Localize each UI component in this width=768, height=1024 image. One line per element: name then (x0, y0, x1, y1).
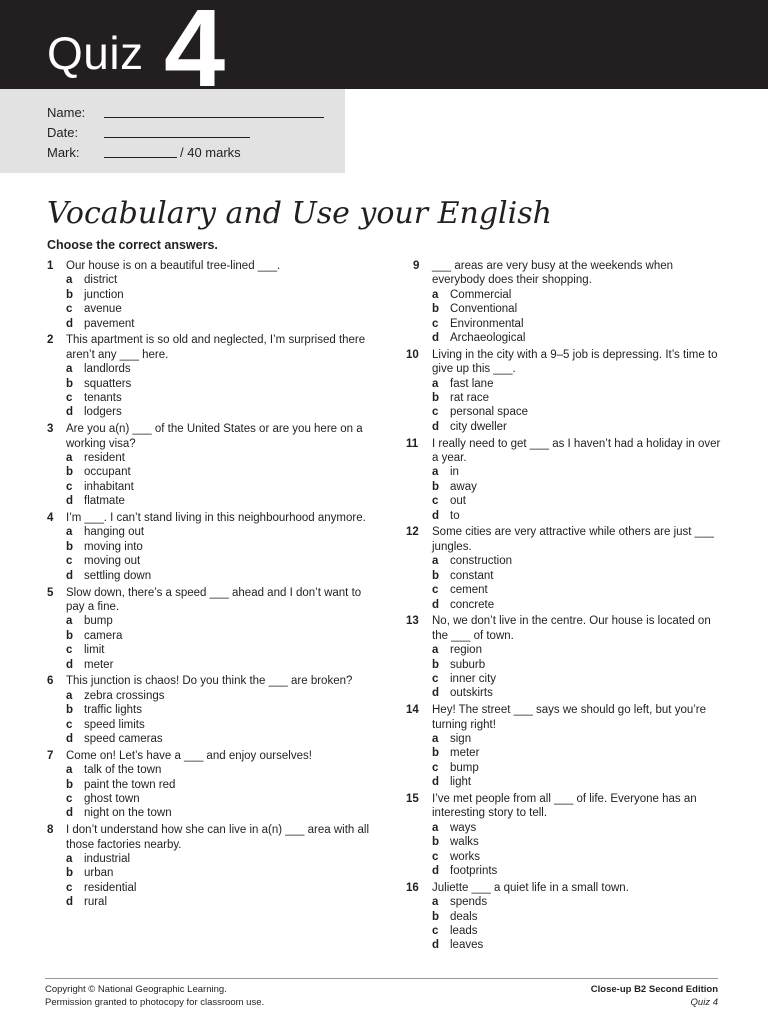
question-text: This junction is chaos! Do you think the ___ are broken? (66, 675, 353, 688)
option-text: works (450, 850, 481, 863)
question-text: ___ areas are very busy at the weekends when everybody does their shopping. (432, 260, 674, 287)
answer-option[interactable] (432, 465, 723, 479)
option-letter: c (432, 317, 439, 330)
option-letter: d (66, 406, 74, 419)
question-text: This apartment is so old and neglected, I’m surprised there aren’t any ___ here. (66, 334, 366, 361)
question-4 (47, 511, 377, 583)
option-letter: b (66, 704, 74, 717)
option-letter: d (432, 332, 440, 345)
option-letter: b (432, 658, 440, 671)
question-16 (406, 881, 723, 953)
option-letter: c (66, 480, 73, 493)
option-letter: a (66, 526, 73, 539)
answer-option[interactable] (432, 569, 723, 583)
option-letter: c (432, 672, 439, 685)
option-letter: b (66, 629, 74, 642)
option-text: paint the town red (84, 778, 176, 791)
option-letter: a (432, 555, 439, 568)
option-text: night on the town (84, 807, 172, 820)
mark-field-line[interactable] (104, 157, 177, 158)
answer-option[interactable] (432, 732, 723, 746)
option-letter: d (66, 896, 74, 909)
option-letter: b (432, 480, 440, 493)
question-14 (406, 703, 723, 789)
answer-option[interactable] (432, 821, 723, 835)
option-text: spends (450, 896, 488, 909)
option-text: rat race (450, 392, 489, 405)
answer-option[interactable] (66, 763, 377, 777)
question-6 (47, 674, 377, 746)
option-text: meter (450, 747, 480, 760)
answer-option[interactable] (432, 377, 723, 391)
question-5 (47, 586, 377, 672)
option-letter: d (66, 658, 74, 671)
answer-option[interactable] (432, 494, 723, 508)
option-text: deals (450, 910, 478, 923)
answer-option[interactable] (66, 689, 377, 703)
footer-left (45, 984, 264, 1009)
question-8 (47, 823, 377, 909)
answer-option[interactable] (432, 288, 723, 302)
option-letter: d (66, 317, 74, 330)
question-3 (47, 422, 377, 508)
option-letter: a (432, 466, 439, 479)
option-letter: c (66, 881, 73, 894)
answer-option[interactable] (66, 494, 377, 508)
option-letter: a (432, 821, 439, 834)
answer-option[interactable] (66, 362, 377, 376)
date-label: Date: (47, 125, 79, 140)
permission-text: Permission granted to photocopy for classroom use. (45, 996, 265, 1008)
answer-option[interactable] (66, 806, 377, 820)
option-letter: a (66, 852, 73, 865)
option-text: talk of the town (84, 764, 162, 777)
option-text: ways (450, 821, 477, 834)
option-text: outskirts (450, 687, 493, 700)
answer-option[interactable] (66, 643, 377, 657)
answer-option[interactable] (432, 405, 723, 419)
option-letter: b (66, 540, 74, 553)
question-number: 2 (47, 334, 54, 347)
answer-option[interactable] (66, 377, 377, 391)
option-text: zebra crossings (84, 689, 165, 702)
option-text: region (450, 644, 482, 657)
option-text: moving into (84, 540, 143, 553)
option-letter: d (66, 569, 74, 582)
option-text: camera (84, 629, 123, 642)
question-2 (47, 333, 377, 419)
questions-column-left (47, 259, 377, 912)
answer-option[interactable] (432, 509, 723, 523)
option-text: hanging out (84, 526, 145, 539)
option-text: moving out (84, 555, 141, 568)
answer-option[interactable] (66, 525, 377, 539)
option-text: industrial (84, 852, 131, 865)
option-letter: a (432, 896, 439, 909)
option-text: speed limits (84, 718, 145, 731)
option-text: footprints (450, 865, 498, 877)
question-text: Some cities are very attractive while others are just ___ jungles. (432, 526, 714, 553)
header-banner (0, 0, 768, 89)
option-text: limit (84, 644, 105, 657)
option-letter: d (66, 732, 74, 745)
question-9 (413, 259, 723, 345)
option-text: bump (450, 761, 479, 774)
answer-option[interactable] (432, 658, 723, 672)
option-text: sign (450, 732, 472, 745)
question-number: 4 (47, 512, 54, 525)
answer-option[interactable] (66, 852, 377, 866)
answer-option[interactable] (432, 598, 723, 612)
option-letter: c (66, 303, 73, 316)
answer-option[interactable] (66, 629, 377, 643)
option-text: tenants (84, 392, 122, 405)
option-letter: a (66, 689, 73, 702)
question-11 (406, 437, 723, 523)
option-letter: c (432, 495, 439, 508)
quiz-number: 4 (164, 0, 226, 89)
question-text: I’m ___. I can’t stand living in this neighbourhood anymore. (66, 512, 366, 525)
option-letter: b (66, 377, 74, 390)
answer-option[interactable] (66, 569, 377, 583)
answer-option[interactable] (432, 420, 723, 434)
name-field-line[interactable] (104, 117, 324, 118)
option-text: speed cameras (84, 732, 163, 745)
option-text: leaves (450, 939, 484, 952)
option-letter: c (66, 718, 73, 731)
option-text: in (450, 466, 459, 479)
answer-option[interactable] (66, 554, 377, 568)
question-number: 8 (47, 824, 54, 837)
option-letter: c (432, 925, 439, 938)
question-7 (47, 749, 377, 821)
question-10 (406, 348, 723, 434)
question-text: I’ve met people from all ___ of life. Everyone has an interesting story to tell. (432, 792, 697, 820)
answer-option[interactable] (432, 938, 723, 952)
question-number: 16 (406, 881, 419, 894)
answer-option[interactable] (432, 775, 723, 789)
answer-option[interactable] (66, 658, 377, 672)
option-text: Commercial (450, 288, 512, 301)
question-text: Living in the city with a 9–5 job is depressing. It’s time to give up this ___. (432, 348, 718, 376)
option-letter: b (432, 836, 440, 849)
option-letter: d (432, 939, 440, 952)
option-text: pavement (84, 317, 135, 330)
question-number: 14 (406, 704, 419, 717)
question-text: I really need to get ___ as I haven’t had a holiday in over a year. (432, 437, 721, 465)
option-letter: b (432, 910, 440, 923)
question-number: 9 (413, 260, 420, 272)
question-text: Come on! Let’s have a ___ and enjoy ourselves! (66, 749, 312, 762)
option-letter: a (432, 288, 439, 301)
option-letter: c (66, 644, 73, 657)
question-number: 3 (47, 423, 54, 436)
option-text: concrete (450, 598, 495, 611)
book-title: Close-up B2 Second Edition (590, 984, 718, 995)
answer-option[interactable] (432, 643, 723, 657)
option-letter: b (432, 569, 440, 582)
option-text: away (450, 480, 477, 493)
option-letter: d (432, 598, 440, 611)
option-text: flatmate (84, 495, 125, 508)
questions-column-right (406, 259, 723, 955)
question-number: 11 (406, 437, 419, 450)
option-text: district (84, 274, 118, 287)
option-letter: b (66, 778, 74, 791)
answer-option[interactable] (66, 540, 377, 554)
option-text: Environmental (450, 317, 524, 330)
copyright-text: Copyright © National Geographic Learning. (45, 984, 227, 995)
question-text: Are you a(n) ___ of the United States or are you here on a working visa? (66, 423, 363, 450)
option-text: leads (450, 925, 478, 938)
answer-option[interactable] (432, 672, 723, 686)
option-letter: c (66, 555, 73, 568)
answer-option[interactable] (432, 686, 723, 700)
option-letter: a (66, 363, 73, 376)
option-letter: a (432, 732, 439, 745)
option-text: lodgers (84, 406, 122, 419)
option-text: inner city (450, 672, 497, 685)
option-text: traffic lights (84, 704, 142, 717)
option-letter: d (66, 807, 74, 820)
option-letter: c (432, 584, 439, 597)
option-text: urban (84, 867, 114, 880)
footer-right (591, 984, 718, 1009)
question-text: Juliette ___ a quiet life in a small town. (432, 881, 629, 894)
option-text: bump (84, 615, 113, 628)
option-letter: d (432, 776, 440, 789)
date-field-line[interactable] (104, 137, 250, 138)
option-letter: a (432, 644, 439, 657)
instructions: Choose the correct answers. (47, 238, 218, 252)
question-number: 10 (406, 348, 419, 361)
option-letter: d (432, 420, 440, 433)
option-text: out (450, 495, 466, 508)
answer-option[interactable] (66, 273, 377, 287)
answer-option[interactable] (66, 480, 377, 494)
option-text: rural (84, 896, 108, 909)
option-text: settling down (84, 569, 152, 582)
question-1 (47, 259, 377, 331)
answer-option[interactable] (432, 850, 723, 864)
option-text: meter (84, 658, 114, 671)
option-letter: b (432, 747, 440, 760)
student-info-box (0, 89, 345, 173)
answer-option[interactable] (432, 480, 723, 494)
answer-option[interactable] (66, 405, 377, 419)
question-text: Our house is on a beautiful tree-lined ___. (66, 260, 281, 272)
question-number: 1 (47, 260, 54, 272)
answer-option[interactable] (66, 391, 377, 405)
option-text: cement (450, 584, 488, 597)
answer-option[interactable] (432, 391, 723, 405)
option-letter: c (432, 406, 439, 419)
section-title: Vocabulary and Use your English (47, 196, 552, 231)
quiz-label: Quiz 4 (690, 996, 718, 1008)
option-letter: c (432, 761, 439, 774)
answer-option[interactable] (66, 732, 377, 746)
answer-option[interactable] (66, 288, 377, 302)
question-number: 7 (47, 749, 54, 762)
name-label: Name: (47, 105, 86, 120)
answer-option[interactable] (432, 746, 723, 760)
answer-option[interactable] (432, 864, 723, 878)
option-letter: b (432, 392, 440, 405)
option-text: squatters (84, 377, 132, 390)
option-letter: a (432, 377, 439, 390)
answer-option[interactable] (66, 895, 377, 909)
option-text: inhabitant (84, 480, 134, 493)
answer-option[interactable] (432, 554, 723, 568)
answer-option[interactable] (432, 910, 723, 924)
option-letter: c (66, 792, 73, 805)
question-number: 5 (47, 586, 54, 599)
option-letter: b (66, 288, 74, 301)
marks-total: / 40 marks (180, 145, 241, 160)
option-letter: d (432, 865, 440, 877)
mark-label: Mark: (47, 145, 80, 160)
answer-option[interactable] (432, 895, 723, 909)
answer-option[interactable] (66, 614, 377, 628)
answer-option[interactable] (66, 792, 377, 806)
option-text: constant (450, 569, 494, 582)
option-letter: a (66, 764, 73, 777)
option-text: avenue (84, 303, 122, 316)
option-letter: b (66, 867, 74, 880)
question-13 (406, 614, 723, 700)
answer-option[interactable] (66, 881, 377, 895)
option-letter: c (66, 392, 73, 405)
answer-option[interactable] (432, 331, 723, 345)
footer-divider (45, 978, 718, 979)
answer-option[interactable] (432, 583, 723, 597)
answer-option[interactable] (66, 703, 377, 717)
question-15 (406, 792, 723, 878)
answer-option[interactable] (66, 302, 377, 316)
question-text: Slow down, there’s a speed ___ ahead and I don’t want to pay a fine. (66, 586, 362, 613)
answer-option[interactable] (66, 451, 377, 465)
option-text: light (450, 776, 472, 789)
option-letter: d (66, 495, 74, 508)
option-letter: d (432, 509, 440, 522)
option-text: residential (84, 881, 137, 894)
option-text: junction (84, 288, 124, 301)
option-letter: b (66, 466, 74, 479)
option-letter: d (432, 687, 440, 700)
option-letter: a (66, 274, 73, 287)
option-letter: a (66, 615, 73, 628)
option-text: Archaeological (450, 332, 526, 345)
option-text: Conventional (450, 303, 518, 316)
answer-option[interactable] (66, 718, 377, 732)
answer-option[interactable] (66, 317, 377, 331)
answer-option[interactable] (66, 866, 377, 880)
option-text: landlords (84, 363, 131, 376)
option-text: construction (450, 555, 513, 568)
question-number: 12 (406, 526, 419, 539)
question-text: I don’t understand how she can live in a(n) ___ area with all those factories nearby. (66, 824, 370, 851)
option-text: occupant (84, 466, 131, 479)
option-letter: a (66, 452, 73, 465)
question-12 (406, 525, 723, 611)
answer-option[interactable] (432, 317, 723, 331)
quiz-title: Quiz (47, 27, 144, 79)
option-text: ghost town (84, 792, 140, 805)
answer-option[interactable] (432, 835, 723, 849)
option-text: fast lane (450, 377, 494, 390)
answer-option[interactable] (432, 302, 723, 316)
answer-option[interactable] (66, 465, 377, 479)
answer-option[interactable] (432, 924, 723, 938)
option-text: suburb (450, 658, 486, 671)
answer-option[interactable] (66, 778, 377, 792)
option-text: personal space (450, 406, 528, 419)
question-number: 15 (406, 792, 419, 805)
question-number: 6 (47, 675, 54, 688)
option-text: walks (450, 836, 479, 849)
option-text: resident (84, 452, 125, 465)
option-text: to (450, 509, 460, 522)
option-text: city dweller (450, 420, 507, 433)
question-text: Hey! The street ___ says we should go left, but you’re turning right! (432, 704, 707, 731)
answer-option[interactable] (432, 761, 723, 775)
option-letter: b (432, 303, 440, 316)
question-text: No, we don’t live in the centre. Our house is located on the ___ of town. (432, 615, 711, 642)
option-letter: c (432, 850, 439, 863)
question-number: 13 (406, 615, 419, 628)
